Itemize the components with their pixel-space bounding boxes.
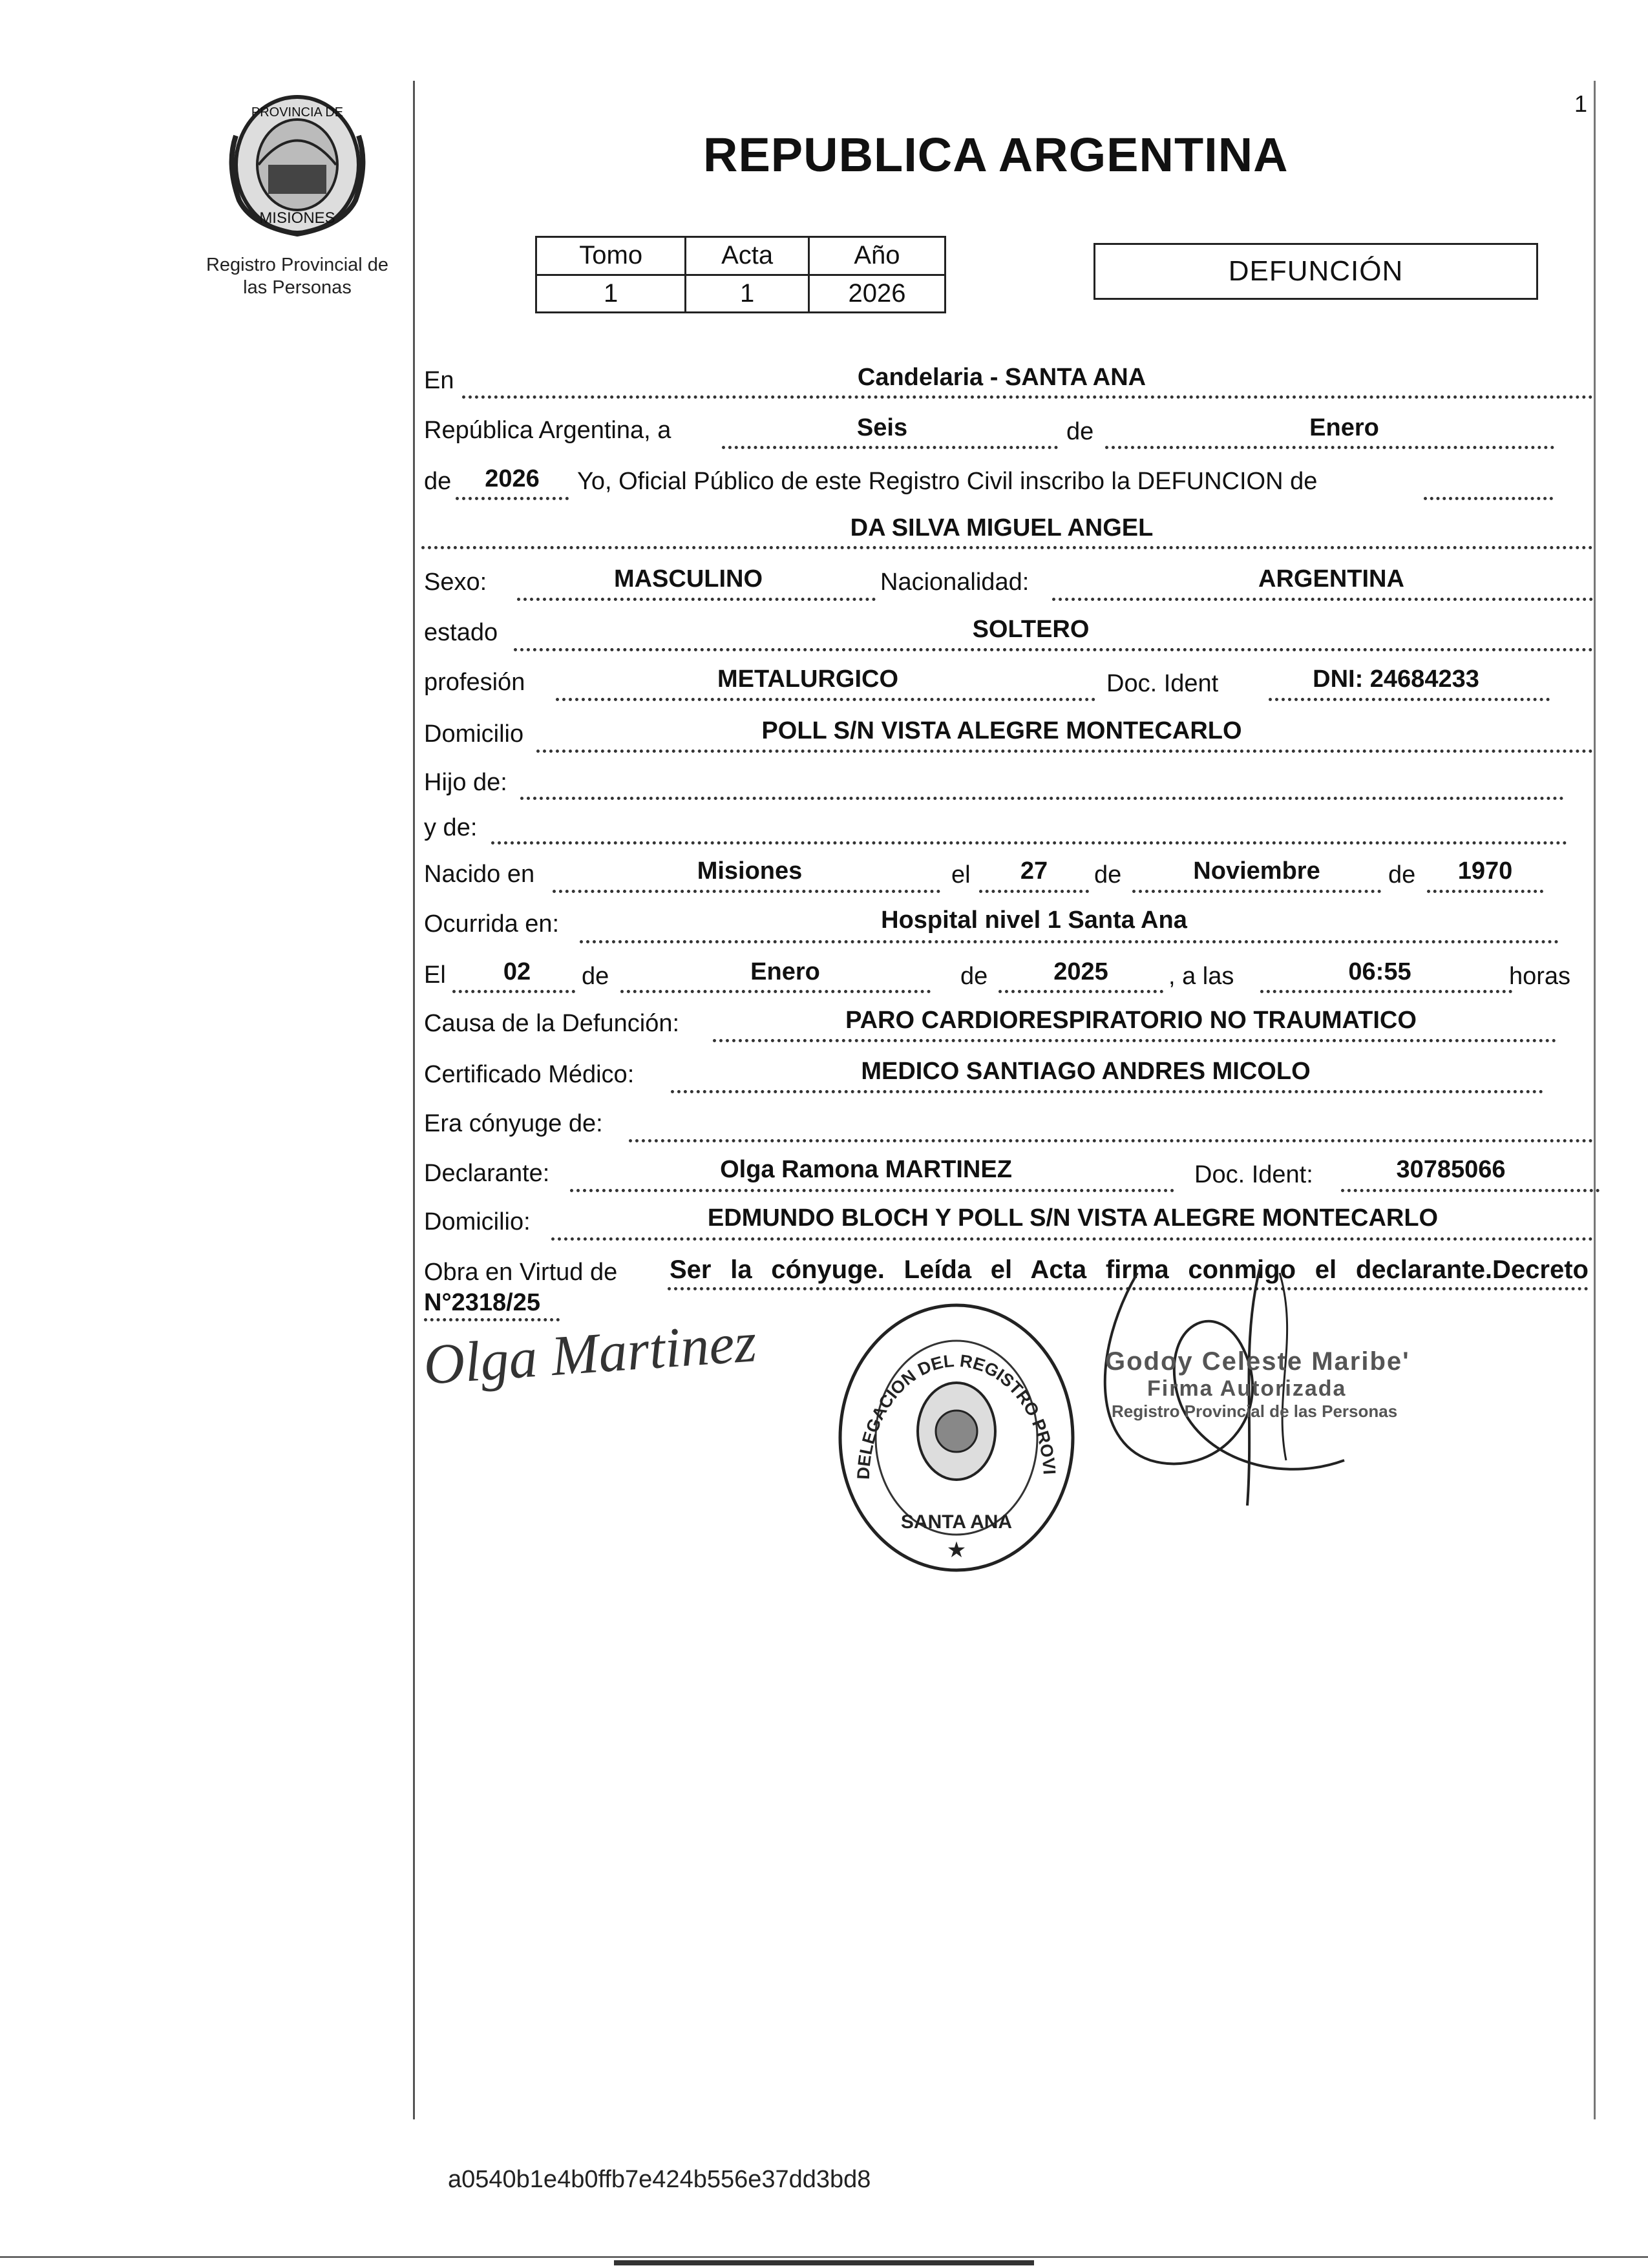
death-time: 06:55	[1348, 958, 1411, 985]
inscribo-dots	[1424, 497, 1553, 500]
year-dots	[456, 497, 569, 500]
estado-value: SOLTERO	[972, 616, 1090, 643]
org-name-line2: las Personas	[243, 277, 352, 298]
death-time-dots	[1260, 990, 1512, 993]
conyuge-dots	[629, 1139, 1593, 1142]
page-number: 1	[1574, 90, 1588, 117]
declarante-dots	[570, 1189, 1174, 1192]
death-month-dots	[620, 990, 931, 993]
a-las-label: , a las	[1168, 963, 1234, 990]
record-value-ano: 2026	[808, 275, 945, 313]
left-margin-line	[413, 81, 415, 2119]
doc-type-box	[1093, 243, 1538, 300]
profesion-value: METALURGICO	[717, 666, 899, 693]
official-stamp	[1105, 1347, 1467, 1422]
month-value: Enero	[1309, 414, 1379, 441]
obra-label: Obra en Virtud de	[424, 1259, 618, 1286]
inscribo-text: Yo, Oficial Público de este Registro Civil inscribo la DEFUNCION de	[577, 468, 1318, 495]
record-value-tomo: 1	[536, 275, 686, 313]
deceased-name: DA SILVA MIGUEL ANGEL	[850, 514, 1154, 541]
birth-day: 27	[1020, 857, 1048, 885]
doc-ident-label: Doc. Ident	[1106, 670, 1219, 697]
death-year-dots	[998, 990, 1163, 993]
declarante-value: Olga Ramona MARTINEZ	[720, 1156, 1012, 1183]
hijo-de-dots	[520, 797, 1564, 800]
ocurrida-value: Hospital nivel 1 Santa Ana	[881, 907, 1187, 934]
certificado-label: Certificado Médico:	[424, 1061, 635, 1088]
estado-dots	[514, 648, 1593, 651]
document-hash: a0540b1e4b0ffb7e424b556e37dd3bd8	[448, 2166, 871, 2193]
nacionalidad-dots	[1052, 598, 1593, 601]
obra-value-line2: N°2318/25	[424, 1289, 540, 1316]
birth-month-dots	[1132, 890, 1381, 893]
name-dots	[421, 546, 1593, 549]
record-header-acta: Acta	[686, 237, 809, 275]
de-label-3: de	[1094, 861, 1122, 888]
profesion-label: profesión	[424, 669, 525, 696]
hijo-de-label: Hijo de:	[424, 769, 507, 796]
certificado-value: MEDICO SANTIAGO ANDRES MICOLO	[861, 1058, 1311, 1085]
estado-label: estado	[424, 619, 498, 646]
domicilio2-value: EDMUNDO BLOCH Y POLL S/N VISTA ALEGRE MONTECARLO	[707, 1204, 1439, 1232]
de-label-4: de	[1388, 861, 1416, 888]
right-margin-line	[1594, 81, 1596, 2119]
misiones-emblem	[223, 90, 372, 239]
de-label-2: de	[424, 468, 452, 495]
doc-ident2-dots	[1341, 1189, 1600, 1192]
de-label-5: de	[582, 963, 609, 990]
declarant-signature: Olga Martinez	[421, 1311, 759, 1397]
doc-ident2-value: 30785066	[1396, 1156, 1506, 1183]
record-value-acta: 1	[686, 275, 809, 313]
birth-month: Noviembre	[1193, 857, 1320, 885]
domicilio2-dots	[551, 1237, 1593, 1241]
profesion-dots	[556, 698, 1095, 701]
doc-ident-value: DNI: 24684233	[1313, 666, 1479, 693]
page-title: REPUBLICA ARGENTINA	[703, 128, 1289, 182]
seal-center-text: SANTA ANA	[900, 1511, 1013, 1533]
domicilio-dots	[536, 750, 1593, 753]
ocurrida-label: Ocurrida en:	[424, 910, 560, 938]
en-label: En	[424, 367, 454, 394]
bottom-tab-line	[614, 2260, 1034, 2265]
de-label-6: de	[960, 963, 988, 990]
de-label-1: de	[1066, 418, 1094, 445]
emblem-text-top: PROVINCIA DE	[251, 105, 344, 120]
death-day: 02	[503, 958, 531, 985]
death-day-dots	[452, 990, 575, 993]
official-stamp-line2: Firma Autorizada	[1147, 1376, 1347, 1401]
horas-label: horas	[1509, 963, 1571, 990]
nacido-en-dots	[553, 890, 940, 893]
doc-type-label: DEFUNCIÓN	[1228, 255, 1404, 287]
sexo-label: Sexo:	[424, 569, 487, 596]
ocurrida-dots	[580, 940, 1559, 943]
record-table	[535, 236, 946, 313]
record-header-tomo: Tomo	[536, 237, 686, 275]
official-stamp-line1: Godoy Celeste Maribe'	[1105, 1347, 1410, 1376]
month-dots	[1105, 446, 1554, 449]
org-name	[194, 254, 401, 299]
nacido-en-value: Misiones	[697, 857, 803, 885]
day-value: Seis	[856, 414, 908, 441]
el-label: el	[951, 861, 971, 888]
official-stamp-line3: Registro Provincial de las Personas	[1112, 1402, 1398, 1421]
delegation-seal	[830, 1286, 1083, 1577]
domicilio-value: POLL S/N VISTA ALEGRE MONTECARLO	[761, 717, 1242, 744]
death-year: 2025	[1053, 958, 1108, 985]
domicilio2-label: Domicilio:	[424, 1208, 531, 1235]
domicilio-label: Domicilio	[424, 720, 524, 748]
year-value: 2026	[485, 465, 540, 492]
obra-value-line1: Ser la cónyuge. Leída el Acta firma conmigo el declarante.Decreto	[670, 1255, 1589, 1284]
nacionalidad-label: Nacionalidad:	[880, 569, 1030, 596]
republica-label: República Argentina, a	[424, 417, 671, 444]
certificado-dots	[671, 1090, 1543, 1093]
doc-ident-dots	[1269, 698, 1550, 701]
birth-day-dots	[979, 890, 1089, 893]
birth-year-dots	[1427, 890, 1543, 893]
y-de-dots	[491, 841, 1567, 845]
causa-dots	[713, 1039, 1556, 1042]
birth-year: 1970	[1457, 857, 1513, 885]
bottom-edge-line	[0, 2256, 1648, 2258]
y-de-label: y de:	[424, 814, 478, 841]
death-month: Enero	[750, 958, 820, 985]
sexo-value: MASCULINO	[613, 565, 763, 593]
seal-ring-text: DELEGACION DEL REGISTRO PROVI	[853, 1350, 1059, 1480]
nacido-en-label: Nacido en	[424, 861, 535, 888]
en-value: Candelaria - SANTA ANA	[857, 364, 1146, 391]
el2-label: El	[424, 961, 446, 989]
sexo-dots	[517, 598, 876, 601]
obra-line2-dots	[424, 1318, 560, 1321]
day-dots	[722, 446, 1058, 449]
doc-ident2-label: Doc. Ident:	[1194, 1161, 1313, 1188]
emblem-text-bottom: MISIONES	[259, 209, 335, 227]
conyuge-label: Era cónyuge de:	[424, 1110, 603, 1137]
causa-label: Causa de la Defunción:	[424, 1010, 680, 1037]
en-dots	[462, 395, 1593, 399]
causa-value: PARO CARDIORESPIRATORIO NO TRAUMATICO	[845, 1007, 1417, 1034]
seal-star-icon: ★	[946, 1538, 967, 1562]
nacionalidad-value: ARGENTINA	[1258, 565, 1404, 593]
record-header-ano: Año	[808, 237, 945, 275]
org-name-line1: Registro Provincial de	[206, 255, 389, 275]
declarante-label: Declarante:	[424, 1160, 550, 1187]
